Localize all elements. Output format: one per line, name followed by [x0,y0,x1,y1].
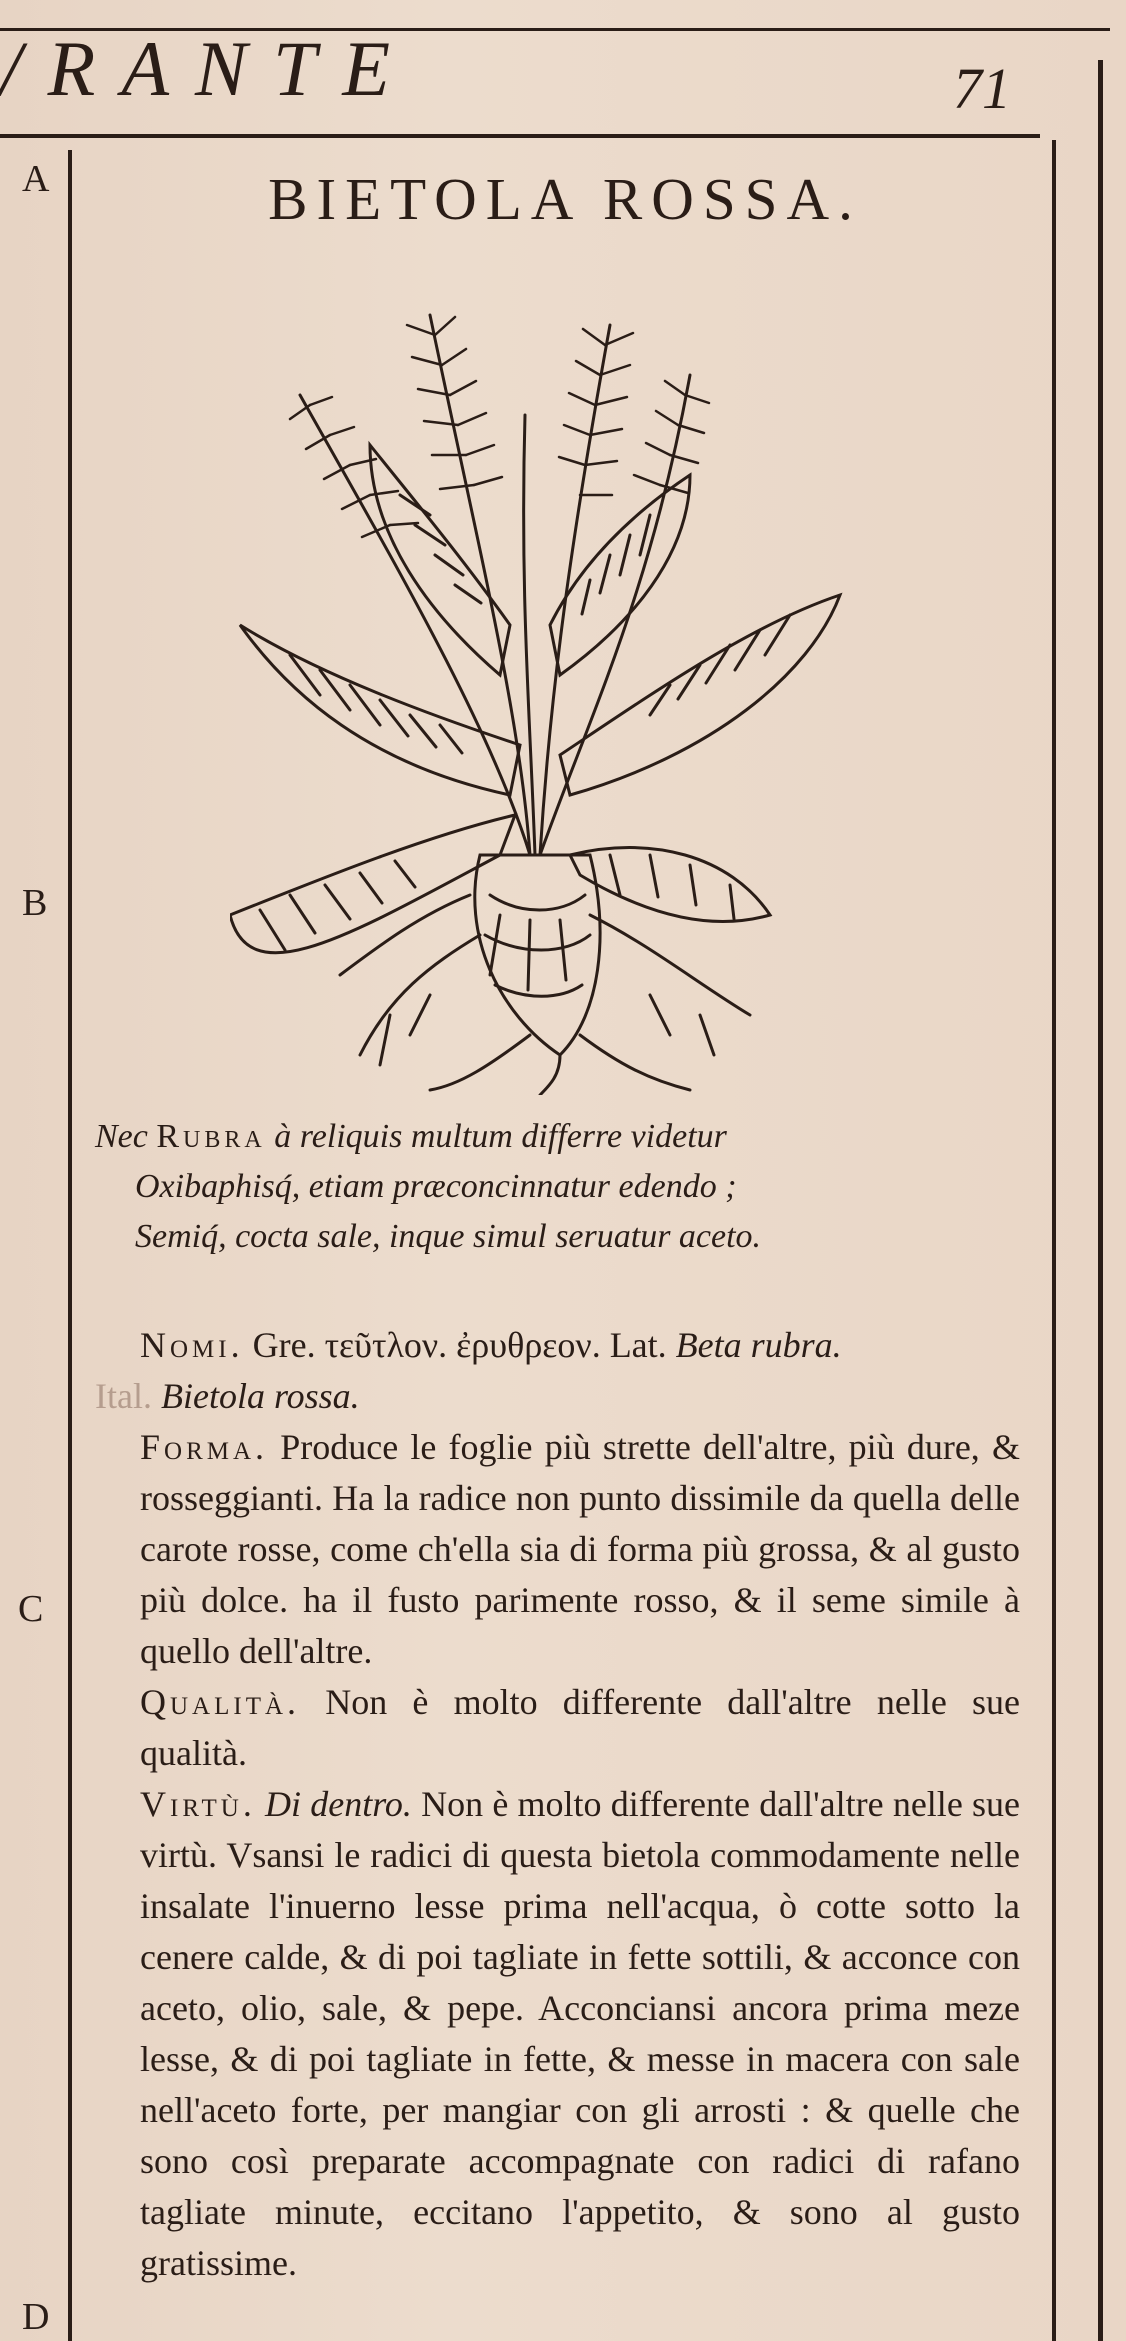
nomi-latin: Beta rubra. [675,1325,842,1365]
verse-lead: Nec [95,1118,157,1155]
virtu-text: Non è molto differente dall'altre nelle sue virtù. Vsansi le radici di questa bietola commodamente nelle insalate l'inuerno lesse prima nell'acqua, ò cotte sotto la cenere calde, & di poi tagliate in fette sottili, & acconce con aceto, olio, sale, & pepe. Acconciansi ancora prima meze lesse, & di poi tagliate in fette, & messe in macera con sale nell'aceto forte, per mangiar con gli arrosti : & quelle che sono così preparate accompagnate con radici di rafano tagliate minute, eccitano l'appetito, & sono al gusto gratissime. [140,1784,1020,2283]
virtu-label: Virtù. [140,1784,256,1824]
beet-plant-icon [230,295,870,1095]
verse-line-1 [95,1112,1025,1162]
latin-verse [95,1112,1025,1262]
ital-text: Bietola rossa. [160,1376,360,1416]
verse-line-3: Semiq́, cocta sale, inque simul seruatur aceto. [135,1218,762,1255]
verse-line-2: Oxibaphisq́, etiam præconcinnatur edendo ; [135,1168,737,1205]
right-frame-line [1052,140,1056,2341]
qualita-paragraph [95,1677,1020,1779]
virtu-paragraph [95,1779,1020,2289]
running-title: /RANTE [0,25,417,112]
beet-woodcut-illustration [230,295,870,1095]
nomi-paragraph [95,1320,1020,1371]
body-text [95,1320,1020,2289]
page-title: BIETOLA ROSSA. [268,166,862,232]
margin-marker-a: A [22,158,50,200]
page-number: 71 [953,56,1011,121]
forma-text: Produce le foglie più strette dell'altre, più dure, & rosseggianti. Ha la radice non punto dissimile da quella delle carote rosse, come ch'ella sia di forma più grossa, & al gusto più dolce. ha il fusto parimente rosso, & il seme simile à quello dell'altre. [140,1427,1020,1671]
ital-label: Ital. [95,1376,152,1416]
verse-line-1-rest: à reliquis multum differre videtur [265,1118,727,1155]
nomi-label: Nomi. [140,1325,244,1365]
margin-marker-d: D [22,2296,50,2338]
forma-paragraph [95,1422,1020,1677]
header-underline [0,134,1040,138]
outer-right-line [1098,60,1103,2341]
qualita-text: Non è molto differente dall'altre nelle sue qualità. [140,1682,1020,1773]
virtu-subheading: Di dentro. [255,1784,412,1824]
qualita-label: Qualità. [140,1682,301,1722]
margin-marker-c: C [18,1588,44,1630]
left-frame-line [68,150,72,2341]
verse-plant-name: Rubra [156,1118,266,1155]
ital-paragraph [95,1371,1020,1422]
margin-marker-b: B [22,882,48,924]
forma-label: Forma. [140,1427,269,1467]
nomi-text: Gre. τεῦτλον. ἐρυθρεον. Lat. [243,1325,676,1365]
